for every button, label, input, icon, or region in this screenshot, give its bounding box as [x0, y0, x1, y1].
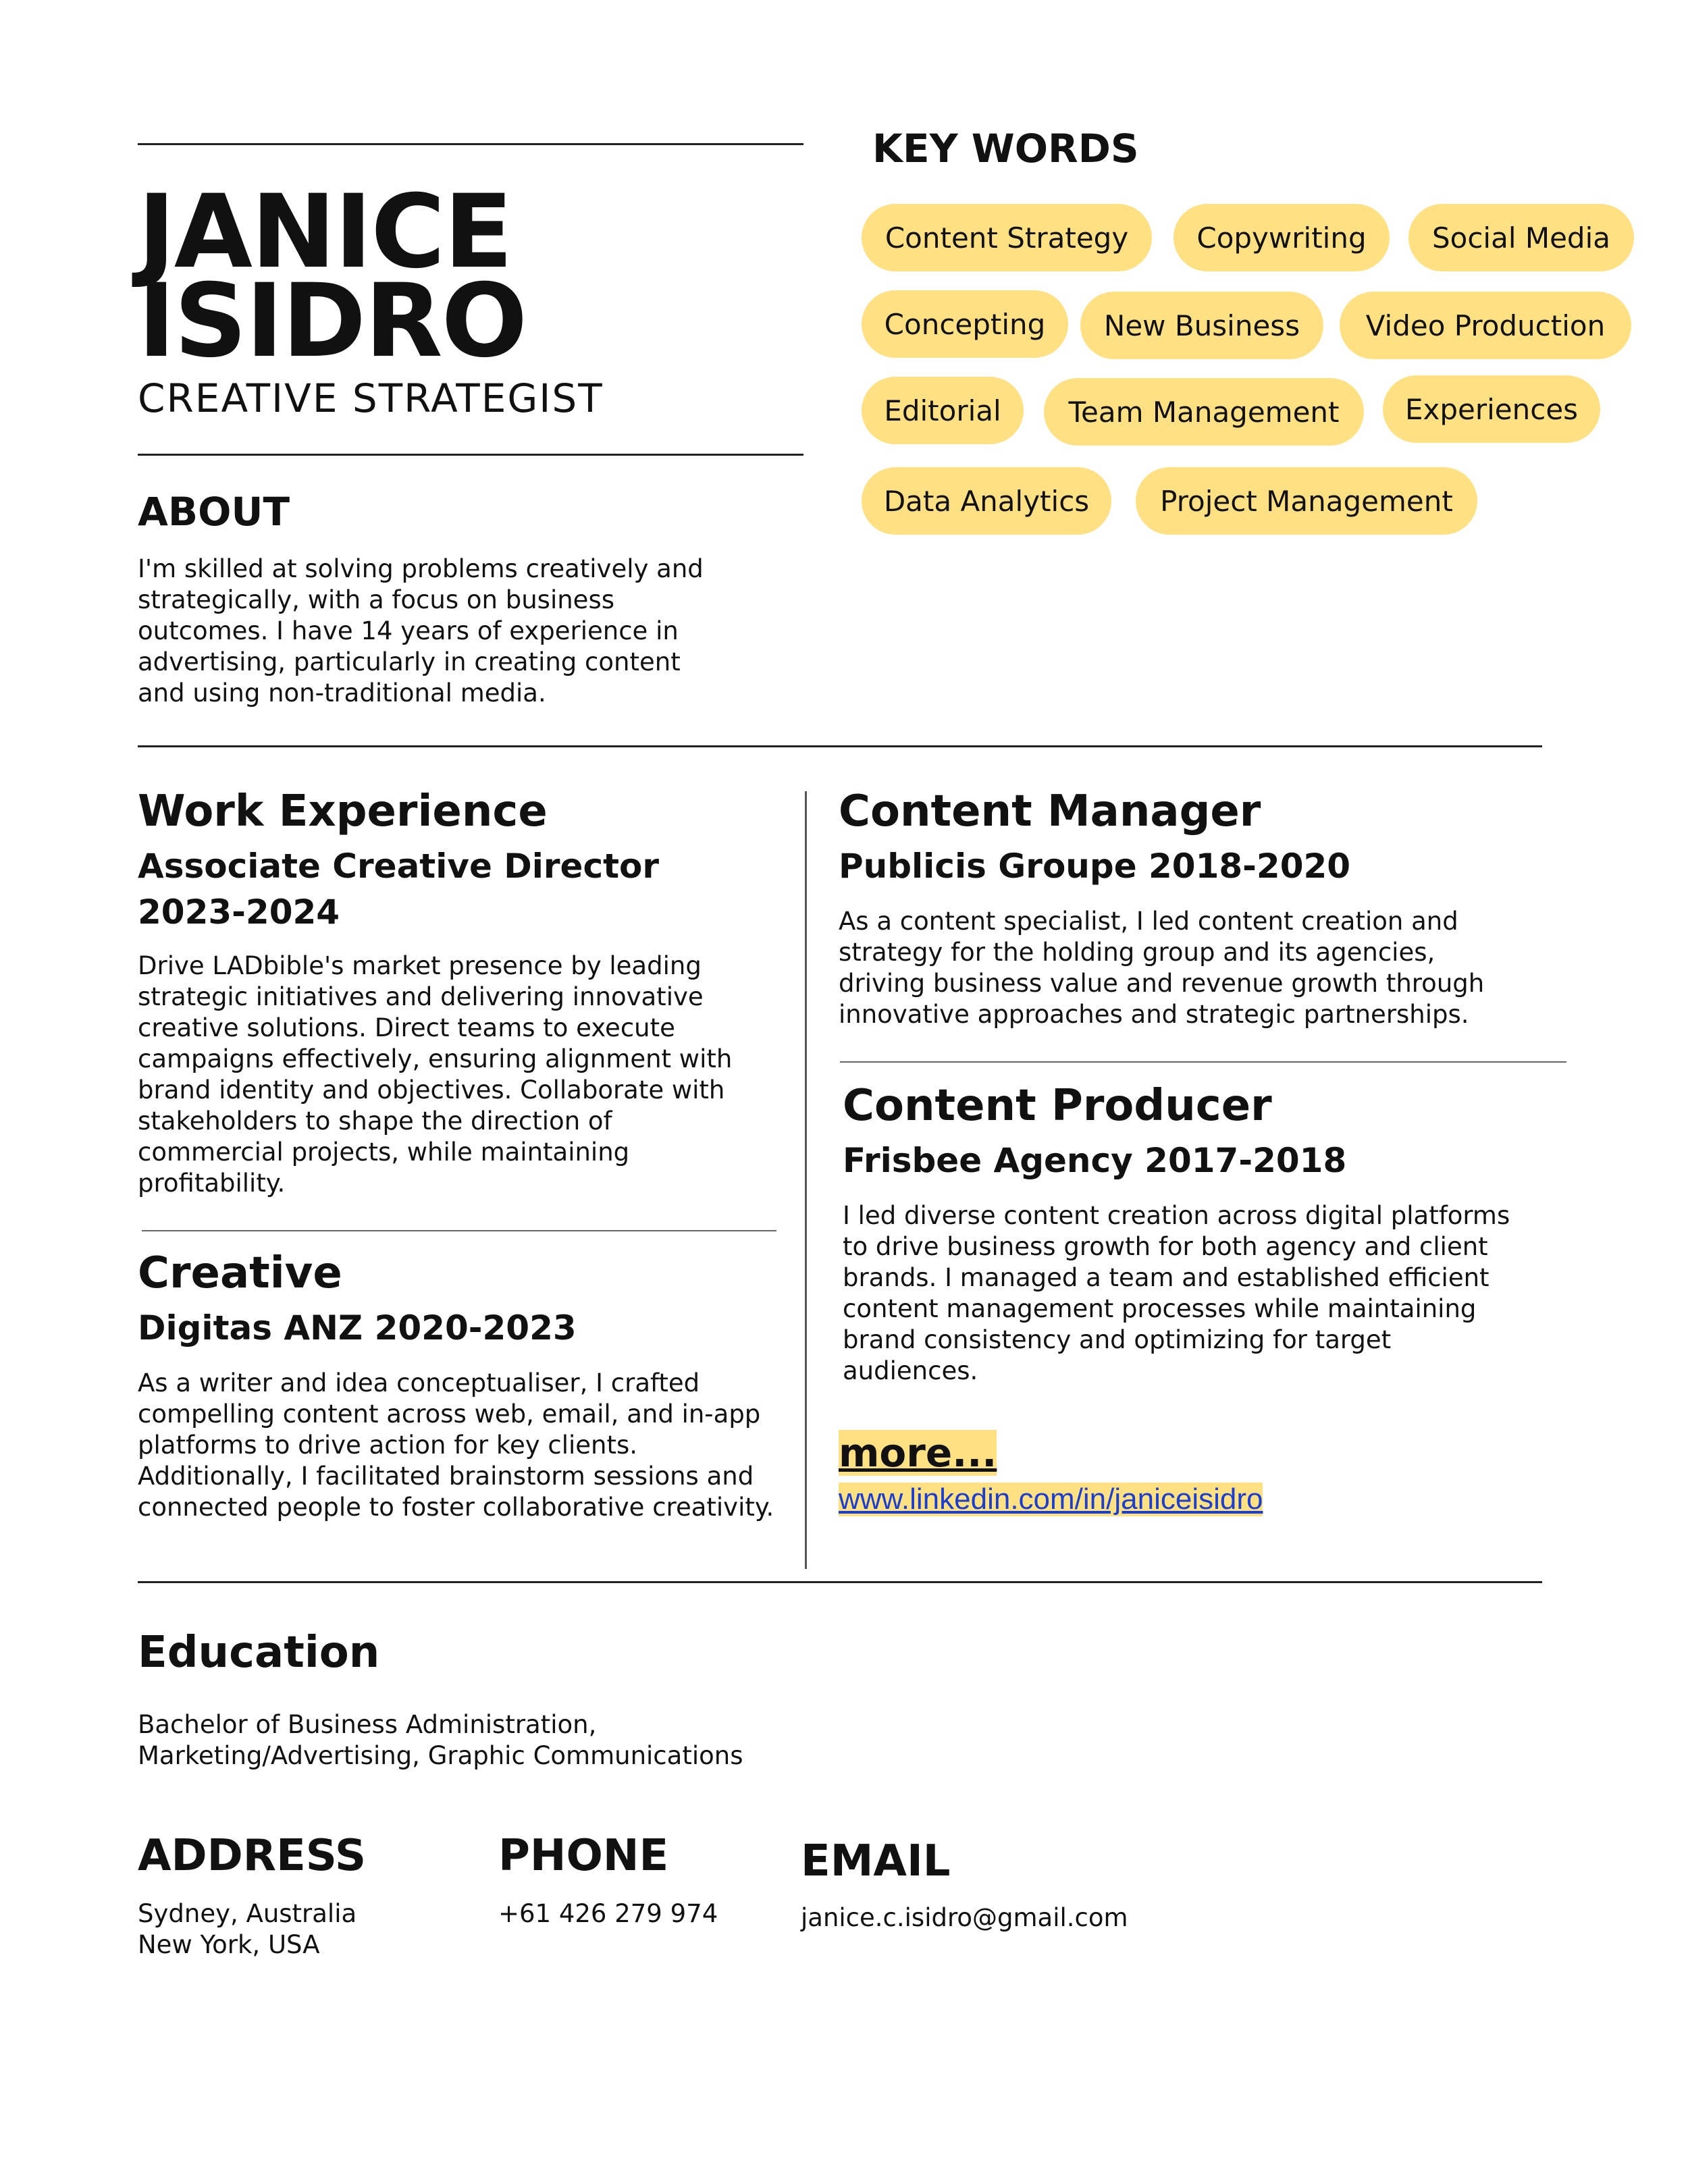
email-heading: EMAIL — [801, 1836, 951, 1886]
keyword-pill: Copywriting — [1173, 204, 1390, 271]
job-description — [138, 951, 786, 1199]
job-description — [138, 1368, 799, 1523]
about-line: I'm skilled at solving problems creatively and — [138, 554, 704, 583]
job-line: audiences. — [843, 1356, 978, 1385]
work-experience-heading: Work Experience — [138, 787, 548, 836]
job-line: innovative approaches and strategic partnerships. — [839, 1000, 1469, 1029]
job-line: platforms to drive action for key clients. — [138, 1431, 638, 1460]
job-line: brands. I managed a team and established efficient — [843, 1263, 1489, 1292]
keyword-pill: Editorial — [862, 377, 1024, 444]
job-title: CREATIVE STRATEGIST — [138, 375, 604, 421]
job-divider — [840, 1061, 1566, 1063]
about-line: outcomes. I have 14 years of experience in — [138, 616, 679, 645]
job-line: brand identity and objectives. Collaborate with — [138, 1075, 725, 1104]
keyword-pill: Content Strategy — [862, 204, 1152, 271]
job-line: creative solutions. Direct teams to execute — [138, 1013, 675, 1042]
job-title: Creative — [138, 1248, 342, 1298]
education-line: Bachelor of Business Administration, — [138, 1710, 597, 1739]
education-text — [138, 1709, 948, 1772]
linkedin-link[interactable]: www.linkedin.com/in/janiceisidro — [839, 1483, 1263, 1516]
address-line: New York, USA — [138, 1930, 320, 1959]
header-bottom-rule — [138, 454, 803, 456]
about-heading: ABOUT — [138, 489, 290, 535]
address-line: Sydney, Australia — [138, 1899, 357, 1928]
job-title: Content Producer — [843, 1081, 1272, 1131]
keyword-pill: Project Management — [1136, 467, 1477, 535]
email-address: janice.c.isidro@gmail.com — [801, 1903, 1128, 1932]
keyword-pill: Social Media — [1408, 204, 1634, 271]
job-line: strategic initiatives and delivering innovative — [138, 982, 704, 1011]
section-divider — [138, 745, 1542, 747]
keyword-pill: Data Analytics — [862, 467, 1111, 535]
job-line: connected people to foster collaborative creativity. — [138, 1493, 774, 1522]
job-line: strategy for the holding group and its agencies, — [839, 938, 1435, 967]
job-title: Associate Creative Director — [138, 847, 660, 886]
keyword-pill: New Business — [1080, 292, 1323, 359]
job-company-dates: Frisbee Agency 2017-2018 — [843, 1141, 1347, 1180]
education-heading: Education — [138, 1628, 380, 1678]
address-text — [138, 1898, 357, 1961]
job-line: Additionally, I facilitated brainstorm sessions and — [138, 1462, 754, 1491]
keyword-pill: Video Production — [1340, 292, 1631, 359]
job-description — [839, 906, 1527, 1030]
job-line: profitability. — [138, 1169, 286, 1198]
job-line: to drive business growth for both agency and client — [843, 1232, 1488, 1261]
education-line: Marketing/Advertising, Graphic Communications — [138, 1741, 743, 1770]
job-line: Drive LADbible's market presence by leading — [138, 951, 702, 980]
about-line: advertising, particularly in creating content — [138, 647, 681, 676]
section-divider — [138, 1581, 1542, 1583]
about-line: and using non-traditional media. — [138, 678, 546, 708]
job-line: I led diverse content creation across digital platforms — [843, 1201, 1510, 1230]
job-line: As a content specialist, I led content creation and — [839, 907, 1458, 936]
first-name: JANICE — [138, 174, 512, 291]
job-line: driving business value and revenue growth through — [839, 969, 1485, 998]
about-text — [138, 554, 759, 709]
job-line: brand consistency and optimizing for target — [843, 1325, 1392, 1354]
column-divider — [805, 791, 807, 1569]
keyword-pill: Team Management — [1044, 378, 1364, 446]
header-top-rule — [138, 143, 803, 145]
more-link[interactable]: more... — [839, 1430, 997, 1476]
job-line: content management processes while maintaining — [843, 1294, 1477, 1323]
job-dates: 2023-2024 — [138, 893, 340, 932]
job-line: compelling content across web, email, and in-app — [138, 1400, 761, 1429]
keywords-heading: KEY WORDS — [872, 126, 1139, 171]
job-company-dates: Publicis Groupe 2018-2020 — [839, 847, 1351, 886]
job-title: Content Manager — [839, 787, 1261, 836]
job-line: stakeholders to shape the direction of — [138, 1107, 612, 1136]
last-name: ISIDRO — [138, 263, 527, 380]
phone-heading: PHONE — [498, 1831, 669, 1881]
phone-number: +61 426 279 974 — [498, 1899, 718, 1928]
about-line: strategically, with a focus on business — [138, 585, 614, 614]
job-line: commercial projects, while maintaining — [138, 1138, 630, 1167]
keyword-pill: Experiences — [1383, 375, 1600, 443]
job-company-dates: Digitas ANZ 2020-2023 — [138, 1308, 577, 1348]
job-line: campaigns effectively, ensuring alignment with — [138, 1044, 733, 1073]
keyword-pill: Concepting — [862, 290, 1068, 358]
job-divider — [142, 1230, 776, 1231]
job-line: As a writer and idea conceptualiser, I crafted — [138, 1368, 700, 1397]
address-heading: ADDRESS — [138, 1831, 367, 1881]
job-description — [843, 1200, 1558, 1387]
